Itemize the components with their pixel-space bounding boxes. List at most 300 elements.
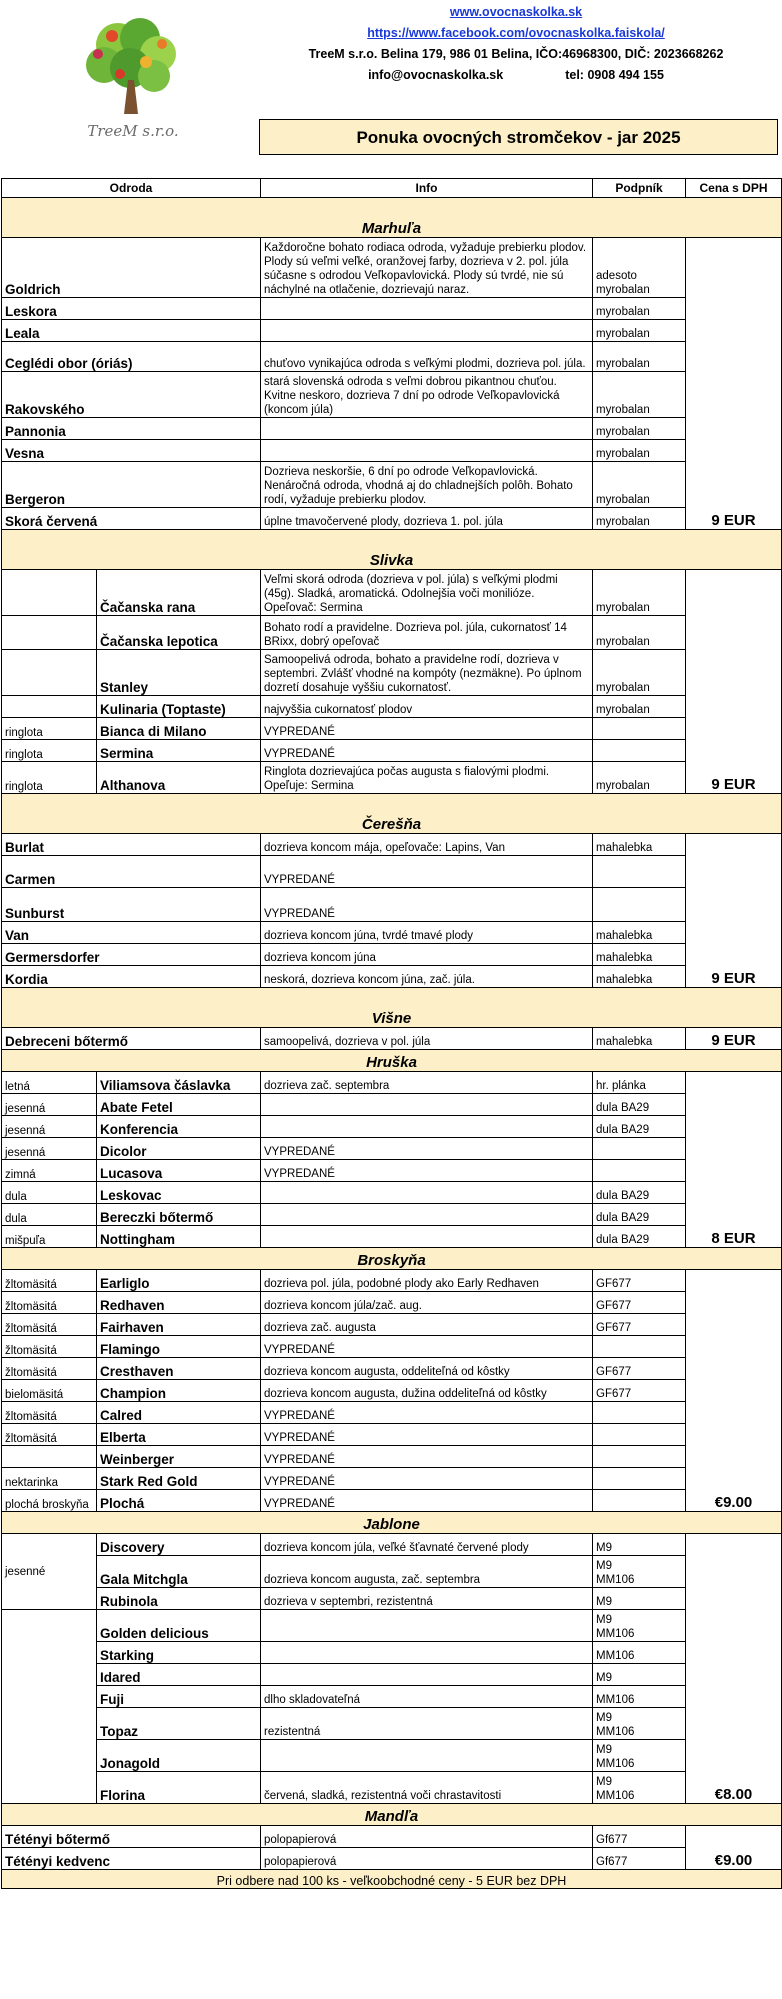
- rootstock-cell: [593, 1446, 686, 1468]
- price-ceresna: 9 EUR: [686, 834, 782, 988]
- rootstock-value: mahalebka: [596, 952, 653, 964]
- rootstock-value: myrobalan: [596, 704, 650, 716]
- variety-info: [261, 320, 593, 342]
- rootstock-cell: [593, 856, 686, 888]
- variety-prefix: žltomäsitá: [2, 1270, 97, 1292]
- variety-info: Dozrieva neskoršie, 6 dní po odrode Veľkopavlovická. Nenáročná odroda, vhodná aj do chladnejších polôh. Bohato rodí, vyžaduje prebierku plodov.: [261, 462, 593, 508]
- rootstock-value: myrobalan: [596, 636, 650, 648]
- rootstock-value: GF677: [596, 1278, 632, 1290]
- variety-name: Nottingham: [97, 1226, 261, 1248]
- variety-info: dozrieva koncom júla/zač. aug.: [261, 1292, 593, 1314]
- table-row: [2, 616, 782, 650]
- variety-prefix: žltomäsitá: [2, 1402, 97, 1424]
- footer-row: [2, 1870, 782, 1889]
- rootstock-cell: [593, 650, 686, 696]
- table-row: [2, 1848, 782, 1870]
- variety-info: [261, 1664, 593, 1686]
- variety-info: VYPREDANÉ: [261, 1468, 593, 1490]
- variety-prefix: zimná: [2, 1160, 97, 1182]
- variety-info: stará slovenská odroda s veľmi dobrou pikantnou chuťou. Kvitne neskoro, dozrieva 7 dní po odrode Veľkopavlovická (koncom júla): [261, 372, 593, 418]
- variety-info: VYPREDANÉ: [261, 1490, 593, 1512]
- table-row: [2, 1740, 782, 1772]
- category-title: Marhuľa: [2, 198, 782, 238]
- table-row: [2, 372, 782, 418]
- table-row: [2, 570, 782, 616]
- rootstock-cell: [593, 1028, 686, 1050]
- table-row: [2, 1226, 782, 1248]
- column-header-variety: Odroda: [2, 179, 261, 198]
- price-jablone: €8.00: [686, 1534, 782, 1804]
- table-row: [2, 1446, 782, 1468]
- table-row: [2, 1642, 782, 1664]
- table-row: [2, 762, 782, 794]
- rootstock-cell: [593, 298, 686, 320]
- rootstock-value: MM106: [596, 1694, 635, 1706]
- variety-info: [261, 1740, 593, 1772]
- rootstock-value: dula BA29: [596, 1234, 650, 1246]
- variety-info: VYPREDANÉ: [261, 740, 593, 762]
- rootstock-value: MM106: [596, 1726, 635, 1738]
- rootstock-value: GF677: [596, 1322, 632, 1334]
- rootstock-value: M9: [596, 1776, 612, 1788]
- variety-group-label: jesenné: [2, 1534, 97, 1610]
- rootstock-cell: [593, 1848, 686, 1870]
- rootstock-value: myrobalan: [596, 516, 650, 528]
- rootstock-value: dula BA29: [596, 1102, 650, 1114]
- variety-prefix: [2, 696, 97, 718]
- rootstock-cell: [593, 1468, 686, 1490]
- variety-name: Fuji: [97, 1686, 261, 1708]
- variety-name: Discovery: [97, 1534, 261, 1556]
- rootstock-value: hr. plánka: [596, 1080, 646, 1092]
- table-row: [2, 1588, 782, 1610]
- treem-logo: [58, 10, 208, 142]
- rootstock-cell: [593, 616, 686, 650]
- variety-name: Starking: [97, 1642, 261, 1664]
- table-row: [2, 342, 782, 372]
- variety-prefix: žltomäsitá: [2, 1292, 97, 1314]
- variety-name: Stark Red Gold: [97, 1468, 261, 1490]
- variety-prefix: [2, 1610, 97, 1804]
- table-row: [2, 1424, 782, 1446]
- rootstock-cell: [593, 1740, 686, 1772]
- rootstock-value: GF677: [596, 1300, 632, 1312]
- category-row-hruska: [2, 1050, 782, 1072]
- variety-info: rezistentná: [261, 1708, 593, 1740]
- column-header-info: Info: [261, 179, 593, 198]
- variety-name: Debreceni bőtermő: [2, 1028, 261, 1050]
- variety-name: Viliamsova čáslavka: [97, 1072, 261, 1094]
- rootstock-cell: [593, 944, 686, 966]
- variety-info: najvyššia cukornatosť plodov: [261, 696, 593, 718]
- variety-info: úplne tmavočervené plody, dozrieva 1. pol. júla: [261, 508, 593, 530]
- variety-name: Stanley: [97, 650, 261, 696]
- table-row: [2, 1826, 782, 1848]
- variety-name: Skorá červená: [2, 508, 261, 530]
- variety-name: Vesna: [2, 440, 261, 462]
- rootstock-cell: [593, 342, 686, 372]
- column-header-rootstock: Podpník: [593, 179, 686, 198]
- table-row: [2, 1358, 782, 1380]
- table-row: [2, 298, 782, 320]
- rootstock-value: M9: [596, 1614, 612, 1626]
- rootstock-cell: [593, 1534, 686, 1556]
- variety-name: Čačanska rana: [97, 570, 261, 616]
- variety-name: Bereczki bőtermő: [97, 1204, 261, 1226]
- variety-info: dozrieva v septembri, rezistentná: [261, 1588, 593, 1610]
- variety-name: Jonagold: [97, 1740, 261, 1772]
- rootstock-cell: [593, 1380, 686, 1402]
- variety-prefix: bielomäsitá: [2, 1380, 97, 1402]
- table-row: [2, 944, 782, 966]
- table-row: [2, 462, 782, 508]
- variety-info: Ringlota dozrievajúca počas augusta s fialovými plodmi. Opeľuje: Sermina: [261, 762, 593, 794]
- table-row: [2, 1270, 782, 1292]
- rootstock-value: MM106: [596, 1628, 635, 1640]
- document-header: [0, 0, 782, 180]
- variety-name: Flamingo: [97, 1336, 261, 1358]
- variety-info: [261, 1642, 593, 1664]
- variety-prefix: letná: [2, 1072, 97, 1094]
- rootstock-cell: [593, 1204, 686, 1226]
- rootstock-cell: [593, 696, 686, 718]
- variety-info: dozrieva koncom augusta, dužina oddeliteľná od kôstky: [261, 1380, 593, 1402]
- category-row-ceresna: [2, 794, 782, 834]
- table-row: [2, 320, 782, 342]
- rootstock-value: MM106: [596, 1758, 635, 1770]
- variety-info: [261, 1226, 593, 1248]
- table-row: [2, 856, 782, 888]
- rootstock-cell: [593, 418, 686, 440]
- variety-name: Leskovac: [97, 1182, 261, 1204]
- rootstock-cell: [593, 1424, 686, 1446]
- variety-info: dozrieva pol. júla, podobné plody ako Early Redhaven: [261, 1270, 593, 1292]
- rootstock-cell: [593, 462, 686, 508]
- rootstock-value: myrobalan: [596, 426, 650, 438]
- rootstock-value: MM106: [596, 1574, 635, 1586]
- variety-name: Tétényi bőtermő: [2, 1826, 261, 1848]
- table-row: [2, 1380, 782, 1402]
- table-row: [2, 1292, 782, 1314]
- website-link[interactable]: www.ovocnaskolka.sk: [449, 5, 583, 19]
- variety-prefix: jesenná: [2, 1138, 97, 1160]
- variety-info: [261, 298, 593, 320]
- table-row: [2, 418, 782, 440]
- rootstock-cell: [593, 1072, 686, 1094]
- rootstock-cell: [593, 1664, 686, 1686]
- rootstock-value: M9: [596, 1596, 612, 1608]
- variety-name: Bergeron: [2, 462, 261, 508]
- rootstock-value: mahalebka: [596, 930, 653, 942]
- variety-info: VYPREDANÉ: [261, 1402, 593, 1424]
- variety-name: Lucasova: [97, 1160, 261, 1182]
- variety-name: Germersdorfer: [2, 944, 261, 966]
- rootstock-cell: [593, 1402, 686, 1424]
- variety-info: VYPREDANÉ: [261, 1138, 593, 1160]
- category-title: Slivka: [2, 530, 782, 570]
- variety-prefix: ringlota: [2, 740, 97, 762]
- rootstock-cell: [593, 1138, 686, 1160]
- rootstock-cell: [593, 762, 686, 794]
- table-row: [2, 1686, 782, 1708]
- variety-name: Dicolor: [97, 1138, 261, 1160]
- table-row: [2, 1314, 782, 1336]
- email-text: info@ovocnaskolka.sk: [368, 68, 504, 82]
- rootstock-value: myrobalan: [596, 448, 650, 460]
- variety-info: VYPREDANÉ: [261, 1446, 593, 1468]
- category-title: Jablone: [2, 1512, 782, 1534]
- rootstock-value: dula BA29: [596, 1190, 650, 1202]
- table-row: [2, 696, 782, 718]
- rootstock-cell: [593, 1226, 686, 1248]
- table-row: [2, 1610, 782, 1642]
- variety-info: [261, 1204, 593, 1226]
- rootstock-cell: [593, 718, 686, 740]
- category-row-jablone: [2, 1512, 782, 1534]
- variety-prefix: plochá broskyňa: [2, 1490, 97, 1512]
- category-title: Mandľa: [2, 1804, 782, 1826]
- table-row: [2, 1534, 782, 1556]
- variety-name: Ceglédi obor (óriás): [2, 342, 261, 372]
- table-row: [2, 922, 782, 944]
- variety-prefix: mišpuľa: [2, 1226, 97, 1248]
- table-row: [2, 1556, 782, 1588]
- variety-name: Topaz: [97, 1708, 261, 1740]
- rootstock-value: myrobalan: [596, 306, 650, 318]
- variety-prefix: [2, 570, 97, 616]
- rootstock-value: myrobalan: [596, 328, 650, 340]
- rootstock-value: M9: [596, 1672, 612, 1684]
- rootstock-value: GF677: [596, 1366, 632, 1378]
- variety-prefix: dula: [2, 1182, 97, 1204]
- variety-info: dozrieva koncom júla, veľké šťavnaté červené plody: [261, 1534, 593, 1556]
- rootstock-value: MM106: [596, 1650, 635, 1662]
- variety-name: Goldrich: [2, 238, 261, 298]
- variety-name: Redhaven: [97, 1292, 261, 1314]
- table-row: [2, 1490, 782, 1512]
- rootstock-value: myrobalan: [596, 602, 650, 614]
- variety-info: VYPREDANÉ: [261, 718, 593, 740]
- table-row: [2, 1094, 782, 1116]
- category-title: Čerešňa: [2, 794, 782, 834]
- variety-prefix: ringlota: [2, 718, 97, 740]
- variety-info: dozrieva koncom augusta, zač. septembra: [261, 1556, 593, 1588]
- table-row: [2, 508, 782, 530]
- variety-name: Plochá: [97, 1490, 261, 1512]
- variety-info: [261, 1116, 593, 1138]
- variety-info: dlho skladovateľná: [261, 1686, 593, 1708]
- variety-prefix: jesenná: [2, 1094, 97, 1116]
- variety-info: dozrieva koncom júna: [261, 944, 593, 966]
- variety-prefix: [2, 616, 97, 650]
- variety-name: Idared: [97, 1664, 261, 1686]
- variety-name: Fairhaven: [97, 1314, 261, 1336]
- table-row: [2, 1138, 782, 1160]
- variety-name: Tétényi kedvenc: [2, 1848, 261, 1870]
- variety-info: Veľmi skorá odroda (dozrieva v pol. júla) s veľkými plodmi (45g). Sladká, aromatická. Odolnejšia voči monilióze. Opeľovač: Sermina: [261, 570, 593, 616]
- rootstock-value: myrobalan: [596, 358, 650, 370]
- variety-prefix: [2, 650, 97, 696]
- rootstock-value: Gf677: [596, 1856, 628, 1868]
- rootstock-cell: [593, 888, 686, 922]
- variety-name: Weinberger: [97, 1446, 261, 1468]
- variety-prefix: žltomäsitá: [2, 1424, 97, 1446]
- category-row-broskyna: [2, 1248, 782, 1270]
- table-row: [2, 888, 782, 922]
- rootstock-cell: [593, 440, 686, 462]
- table-row: [2, 1336, 782, 1358]
- rootstock-cell: [593, 238, 686, 298]
- table-row: [2, 1116, 782, 1138]
- variety-prefix: žltomäsitá: [2, 1314, 97, 1336]
- variety-info: [261, 440, 593, 462]
- column-header-price: Cena s DPH: [686, 179, 782, 198]
- variety-name: Carmen: [2, 856, 261, 888]
- logo-text: TreeM s.r.o.: [87, 122, 179, 140]
- table-row: [2, 1160, 782, 1182]
- variety-info: polopapierová: [261, 1826, 593, 1848]
- table-row: [2, 1028, 782, 1050]
- category-title: Višne: [2, 988, 782, 1028]
- variety-name: Burlat: [2, 834, 261, 856]
- table-row: [2, 1204, 782, 1226]
- rootstock-value: M9: [596, 1744, 612, 1756]
- variety-name: Van: [2, 922, 261, 944]
- variety-info: neskorá, dozrieva koncom júna, zač. júla.: [261, 966, 593, 988]
- category-row-visne: [2, 988, 782, 1028]
- variety-info: [261, 1610, 593, 1642]
- rootstock-cell: [593, 1292, 686, 1314]
- rootstock-value: MM106: [596, 1790, 635, 1802]
- category-title: Broskyňa: [2, 1248, 782, 1270]
- variety-name: Konferencia: [97, 1116, 261, 1138]
- variety-name: Bianca di Milano: [97, 718, 261, 740]
- variety-info: [261, 1094, 593, 1116]
- variety-info: Samoopelivá odroda, bohato a pravidelne rodí, dozrieva v septembri. Zvlášť vhodné na kompóty (nezmäkne). Po úplnom dozretí dosahuje vyššiu cukornatosť.: [261, 650, 593, 696]
- variety-prefix: žltomäsitá: [2, 1358, 97, 1380]
- rootstock-cell: [593, 834, 686, 856]
- rootstock-cell: [593, 1708, 686, 1740]
- rootstock-value: myrobalan: [596, 780, 650, 792]
- rootstock-cell: [593, 1314, 686, 1336]
- variety-info: VYPREDANÉ: [261, 888, 593, 922]
- variety-info: VYPREDANÉ: [261, 1336, 593, 1358]
- variety-name: Leala: [2, 320, 261, 342]
- variety-name: Abate Fetel: [97, 1094, 261, 1116]
- variety-info: dozrieva zač. septembra: [261, 1072, 593, 1094]
- category-row-marhula: [2, 198, 782, 238]
- rootstock-cell: [593, 1094, 686, 1116]
- variety-info: dozrieva koncom júna, tvrdé tmavé plody: [261, 922, 593, 944]
- rootstock-cell: [593, 1610, 686, 1642]
- rootstock-cell: [593, 1490, 686, 1512]
- variety-name: Cresthaven: [97, 1358, 261, 1380]
- facebook-link[interactable]: https://www.facebook.com/ovocnaskolka.faiskola/: [367, 26, 665, 40]
- price-marhula: 9 EUR: [686, 238, 782, 530]
- variety-info: Bohato rodí a pravidelne. Dozrieva pol. júla, cukornatosť 14 BRixx, dobrý opeľovač: [261, 616, 593, 650]
- rootstock-value: GF677: [596, 1388, 632, 1400]
- table-row: [2, 440, 782, 462]
- wholesale-note: Pri odbere nad 100 ks - veľkoobchodné ceny - 5 EUR bez DPH: [2, 1870, 782, 1889]
- company-address: TreeM s.r.o. Belina 179, 986 01 Belina, IČO:46968300, DIČ: 2023668262: [308, 47, 724, 61]
- variety-name: Sermina: [97, 740, 261, 762]
- page-title: Ponuka ovocných stromčekov - jar 2025: [259, 119, 778, 155]
- price-mandla: €9.00: [686, 1826, 782, 1870]
- rootstock-cell: [593, 1826, 686, 1848]
- variety-info: VYPREDANÉ: [261, 856, 593, 888]
- rootstock-cell: [593, 1588, 686, 1610]
- variety-name: Čačanska lepotica: [97, 616, 261, 650]
- table-row: [2, 740, 782, 762]
- variety-prefix: [2, 1446, 97, 1468]
- table-row: [2, 1708, 782, 1740]
- table-row: [2, 1664, 782, 1686]
- variety-name: Rubinola: [97, 1588, 261, 1610]
- rootstock-value: myrobalan: [596, 682, 650, 694]
- variety-info: červená, sladká, rezistentná voči chrastavitosti: [261, 1772, 593, 1804]
- variety-name: Florina: [97, 1772, 261, 1804]
- variety-info: chuťovo vynikajúca odroda s veľkými plodmi, dozrieva pol. júla.: [261, 342, 593, 372]
- rootstock-cell: [593, 1270, 686, 1292]
- variety-info: VYPREDANÉ: [261, 1424, 593, 1446]
- rootstock-value: M9: [596, 1712, 612, 1724]
- price-list-table: [1, 178, 782, 1889]
- category-row-slivka: [2, 530, 782, 570]
- variety-prefix: nektarinka: [2, 1468, 97, 1490]
- rootstock-cell: [593, 1160, 686, 1182]
- rootstock-cell: [593, 1116, 686, 1138]
- variety-name: Kordia: [2, 966, 261, 988]
- table-row: [2, 1182, 782, 1204]
- rootstock-cell: [593, 1642, 686, 1664]
- variety-info: dozrieva koncom mája, opeľovače: Lapins, Van: [261, 834, 593, 856]
- rootstock-cell: [593, 1182, 686, 1204]
- price-broskyna: €9.00: [686, 1270, 782, 1512]
- table-row: [2, 1072, 782, 1094]
- rootstock-value: myrobalan: [596, 494, 650, 506]
- rootstock-value: Gf677: [596, 1834, 628, 1846]
- rootstock-cell: [593, 570, 686, 616]
- table-row: [2, 238, 782, 298]
- rootstock-cell: [593, 372, 686, 418]
- table-row: [2, 718, 782, 740]
- rootstock-cell: [593, 1336, 686, 1358]
- rootstock-value: M9: [596, 1542, 612, 1554]
- rootstock-value: dula BA29: [596, 1124, 650, 1136]
- table-row: [2, 650, 782, 696]
- variety-name: Calred: [97, 1402, 261, 1424]
- rootstock-cell: [593, 1686, 686, 1708]
- contact-block: [266, 2, 766, 86]
- rootstock-value: mahalebka: [596, 842, 653, 854]
- table-row: [2, 1402, 782, 1424]
- variety-prefix: dula: [2, 1204, 97, 1226]
- variety-name: Earliglo: [97, 1270, 261, 1292]
- table-row: [2, 1772, 782, 1804]
- rootstock-cell: [593, 740, 686, 762]
- rootstock-value: M9: [596, 1560, 612, 1572]
- category-title: Hruška: [2, 1050, 782, 1072]
- variety-name: Althanova: [97, 762, 261, 794]
- variety-info: Každoročne bohato rodiaca odroda, vyžaduje prebierku plodov. Plody sú veľmi veľké, oranžovej farby, dozrieva v 2. pol. júla súčasne s odrodou Veľkopavlovická. Plody sú tvrdé, nie sú náchylné na otlačenie, dozrievajú naraz.: [261, 238, 593, 298]
- variety-info: [261, 1182, 593, 1204]
- price-slivka: 9 EUR: [686, 570, 782, 794]
- variety-name: Elberta: [97, 1424, 261, 1446]
- variety-prefix: ringlota: [2, 762, 97, 794]
- rootstock-value: mahalebka: [596, 974, 653, 986]
- variety-info: polopapierová: [261, 1848, 593, 1870]
- table-row: [2, 1468, 782, 1490]
